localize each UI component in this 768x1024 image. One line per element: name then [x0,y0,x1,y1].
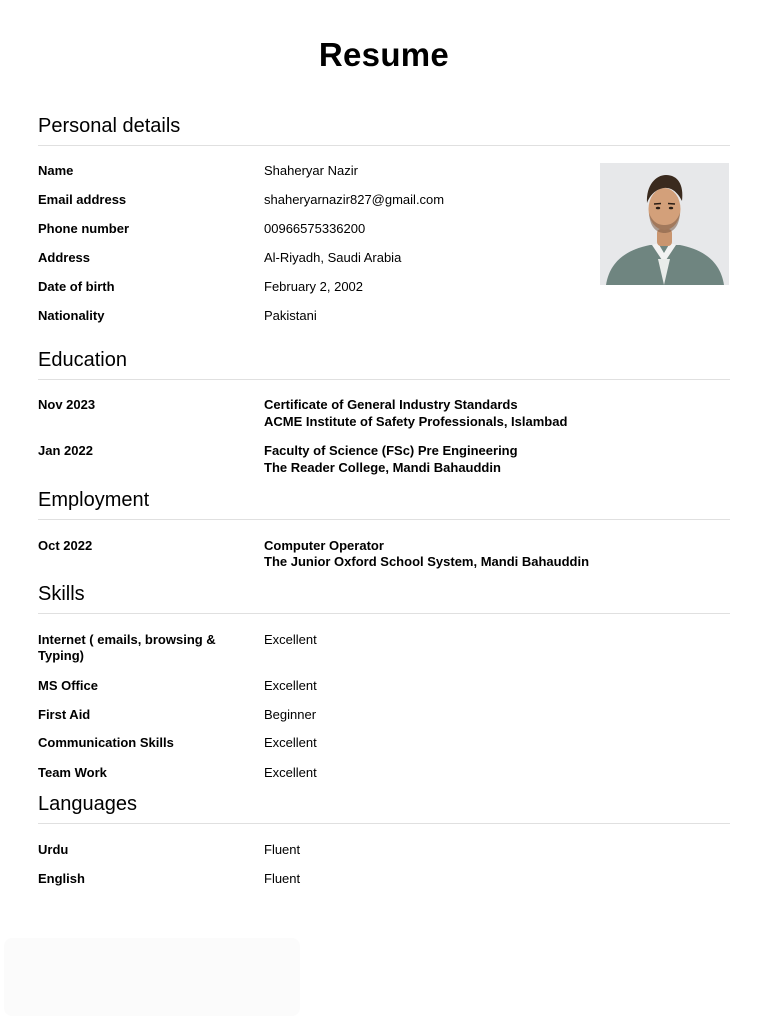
employment-employer: The Junior Oxford School System, Mandi Bahauddin [264,554,590,569]
section-title-personal: Personal details [38,115,181,137]
value-name: Shaheryar Nazir [264,163,358,178]
skill-label: MS Office [38,678,98,693]
language-label: Urdu [38,842,69,857]
page-title: Resume [318,36,450,73]
language-level: Fluent [264,871,301,886]
divider [38,145,730,146]
skill-label: Communication Skills [38,735,174,750]
employment-title: Computer Operator [264,538,384,553]
skill-label: First Aid [38,707,91,722]
label-email: Email address [38,192,127,207]
skill-level: Excellent [264,735,317,750]
value-dob: February 2, 2002 [264,279,364,294]
divider [38,519,730,520]
label-name: Name [38,163,74,178]
skill-label: Team Work [38,765,107,780]
label-dob: Date of birth [38,279,115,294]
education-title: Certificate of General Industry Standards [264,397,518,412]
education-institution: The Reader College, Mandi Bahauddin [264,460,501,475]
education-institution: ACME Institute of Safety Professionals, Islambad [264,414,568,429]
skill-level: Excellent [264,632,317,647]
value-email: shaheryarnazir827@gmail.com [264,192,445,207]
section-title-education: Education [38,349,127,371]
education-date: Jan 2022 [38,443,93,458]
language-label: English [38,871,85,886]
education-date: Nov 2023 [38,397,96,412]
label-phone: Phone number [38,221,130,236]
language-level: Fluent [264,842,301,857]
faint-watermark-area [4,938,300,1016]
section-title-employment: Employment [38,489,150,511]
divider [38,379,730,380]
divider [38,613,730,614]
skill-level: Excellent [264,678,317,693]
value-address: Al-Riyadh, Saudi Arabia [264,250,402,265]
education-title: Faculty of Science (FSc) Pre Engineering [264,443,518,458]
profile-photo [600,163,729,285]
employment-date: Oct 2022 [38,538,93,553]
skill-level: Beginner [264,707,317,722]
section-title-skills: Skills [38,583,85,605]
label-address: Address [38,250,91,265]
value-nationality: Pakistani [264,308,317,323]
divider [38,823,730,824]
value-phone: 00966575336200 [264,221,366,236]
section-title-languages: Languages [38,793,137,815]
person-portrait-icon [600,163,729,285]
skill-label: Internet ( emails, browsing & Typing) [38,632,216,663]
label-nationality: Nationality [38,308,105,323]
skill-level: Excellent [264,765,317,780]
